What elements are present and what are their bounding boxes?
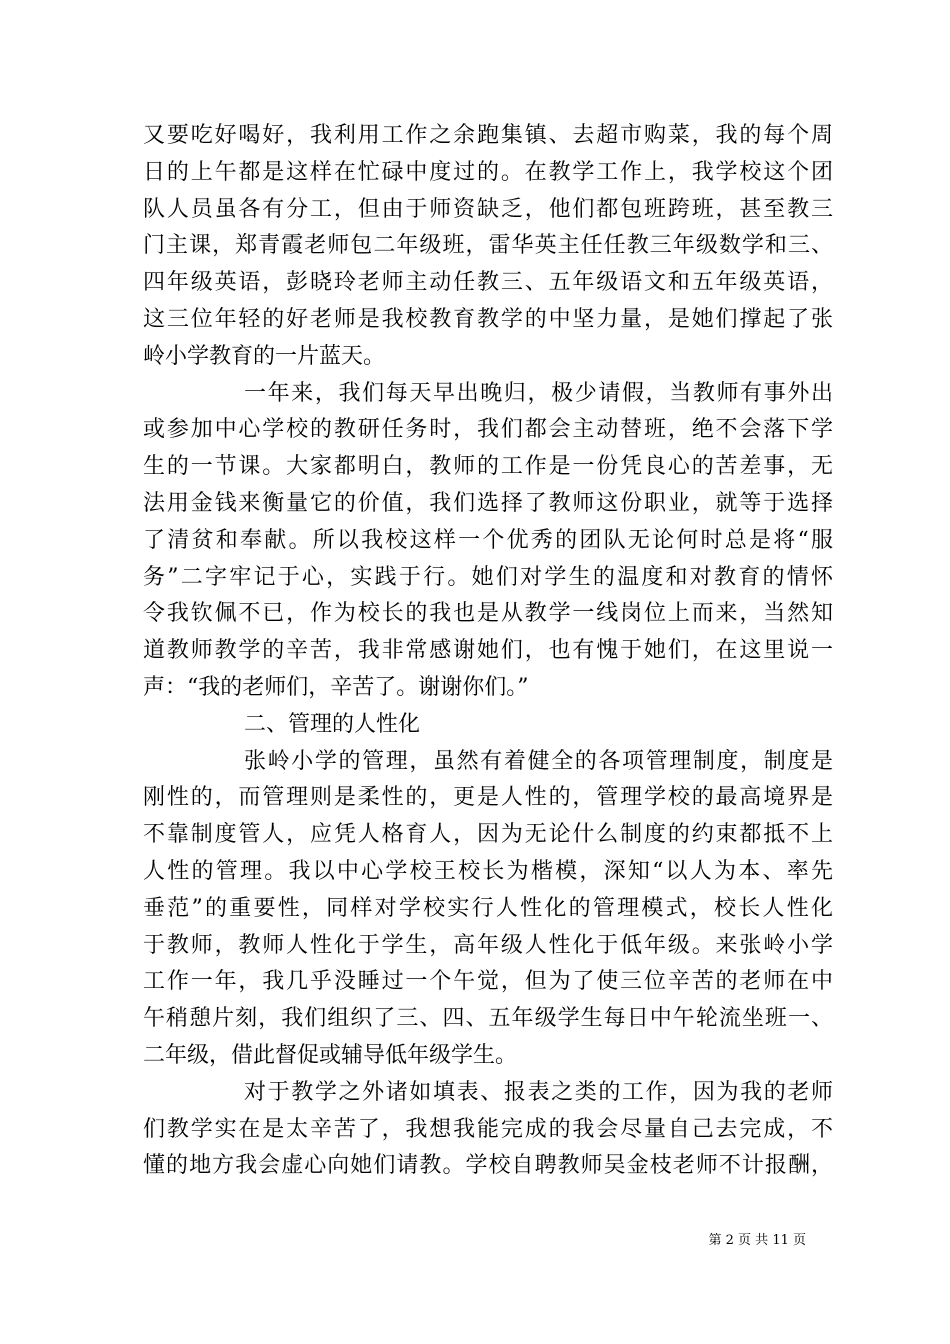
body-text xyxy=(143,118,833,1185)
text-line-2: 日的上午都是这样在忙碌中度过的。在教学工作上，我学校这个团 xyxy=(143,159,833,185)
text-line-14: 令我钦佩不已，作为校长的我也是从教学一线岗位上而来，当然知 xyxy=(143,601,833,627)
text-line-12: 了清贫和奉献。所以我校这样一个优秀的团队无论何时总是将“服 xyxy=(143,527,833,553)
text-line-26: 二年级，借此督促或辅导低年级学生。 xyxy=(143,1042,518,1068)
text-line-8: 一年来，我们每天早出晚归，极少请假，当教师有事外出 xyxy=(244,380,833,406)
text-line-24: 工作一年，我几乎没睡过一个午觉，但为了使三位辛苦的老师在中 xyxy=(143,969,833,995)
text-line-20: 不靠制度管人，应凭人格育人，因为无论什么制度的约束都抵不上 xyxy=(143,822,833,848)
text-line-22: 垂范”的重要性，同样对学校实行人性化的管理模式，校长人性化 xyxy=(143,895,833,921)
text-line-6: 这三位年轻的好老师是我校教育教学的中坚力量，是她们撑起了张 xyxy=(143,306,833,332)
text-line-29: 懂的地方我会虚心向她们请教。学校自聘教师吴金枝老师不计报酬， xyxy=(143,1153,833,1179)
text-line-3: 队人员虽各有分工，但由于师资缺乏，他们都包班跨班，甚至教三 xyxy=(143,196,833,222)
text-line-1: 又要吃好喝好，我利用工作之余跑集镇、去超市购菜，我的每个周 xyxy=(143,123,833,148)
text-line-4: 门主课，郑青霞老师包二年级班，雷华英主任任教三年级数学和三、 xyxy=(143,233,833,259)
text-line-10: 生的一节课。大家都明白，教师的工作是一份凭良心的苦差事，无 xyxy=(143,454,833,480)
section-heading: 二、管理的人性化 xyxy=(244,711,421,737)
text-line-23: 于教师，教师人性化于学生，高年级人性化于低年级。来张岭小学 xyxy=(143,932,833,958)
page-number: 第 2 页 共 11 页 xyxy=(708,1233,806,1248)
text-line-16: 声：“我的老师们，辛苦了。谢谢你们。” xyxy=(143,674,529,700)
text-line-19: 刚性的，而管理则是柔性的，更是人性的，管理学校的最高境界是 xyxy=(143,785,833,811)
text-line-13: 务”二字牢记于心，实践于行。她们对学生的温度和对教育的情怀 xyxy=(143,564,833,590)
text-line-9: 或参加中心学校的教研任务时，我们都会主动替班，绝不会落下学 xyxy=(143,417,833,443)
text-line-11: 法用金钱来衡量它的价值，我们选择了教师这份职业，就等于选择 xyxy=(143,490,833,516)
text-line-21: 人性的管理。我以中心学校王校长为楷模，深知“以人为本、率先 xyxy=(143,858,833,884)
text-line-5: 四年级英语，彭晓玲老师主动任教三、五年级语文和五年级英语， xyxy=(143,270,833,296)
text-line-28: 们教学实在是太辛苦了，我想我能完成的我会尽量自己去完成，不 xyxy=(143,1116,833,1142)
text-line-27: 对于教学之外诸如填表、报表之类的工作，因为我的老师 xyxy=(244,1079,833,1105)
text-line-18: 张岭小学的管理，虽然有着健全的各项管理制度，制度是 xyxy=(244,748,833,774)
text-line-15: 道教师教学的辛苦，我非常感谢她们，也有愧于她们，在这里说一 xyxy=(143,638,833,664)
text-line-7: 岭小学教育的一片蓝天。 xyxy=(143,343,386,369)
text-line-25: 午稍憩片刻，我们组织了三、四、五年级学生每日中午轮流坐班一、 xyxy=(143,1006,833,1032)
